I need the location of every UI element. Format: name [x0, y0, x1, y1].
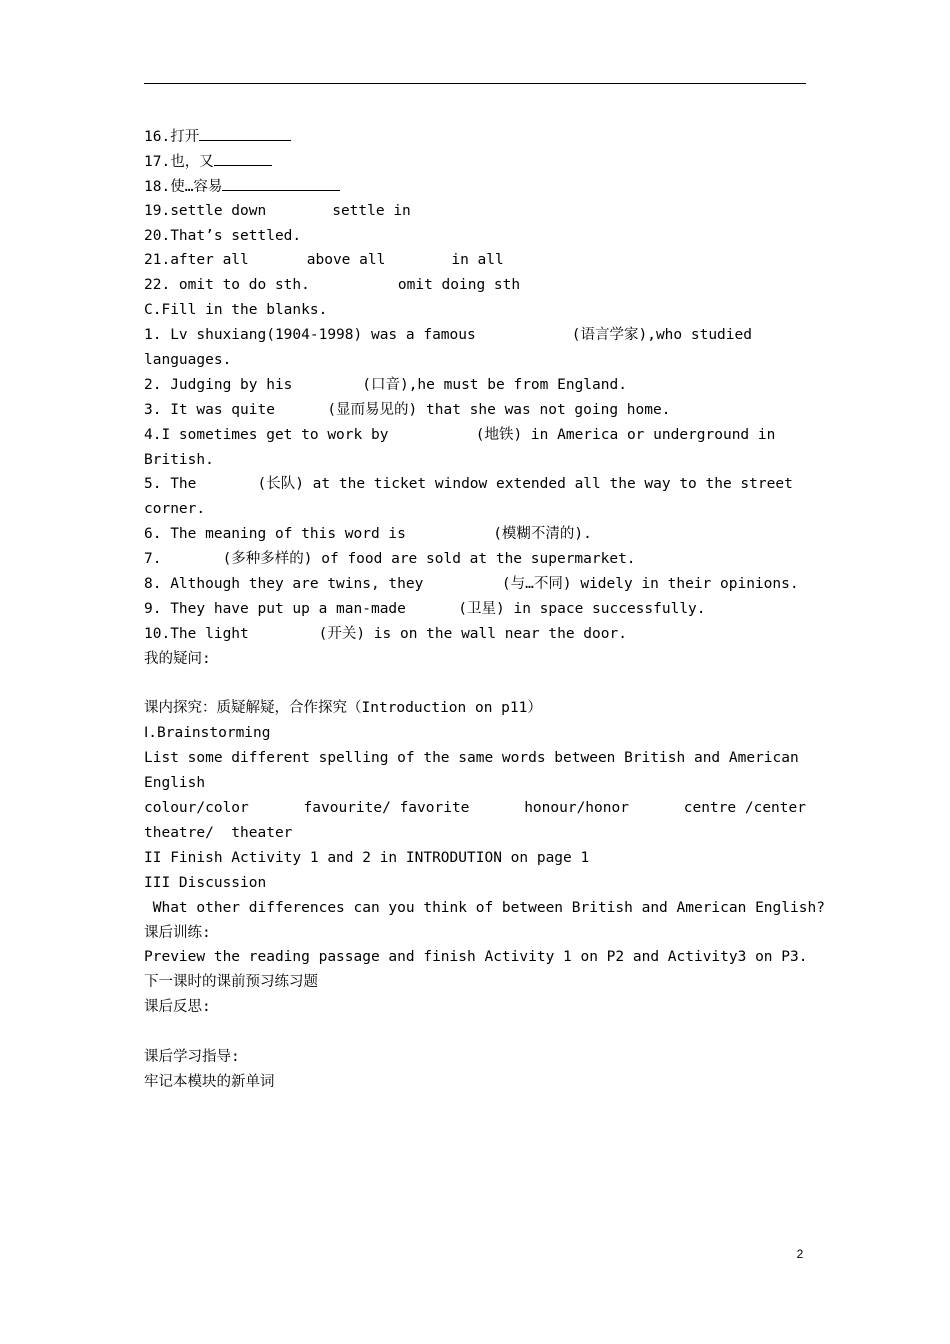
- vocab-item-16: 16.打开: [144, 124, 806, 149]
- spacer: [144, 672, 806, 697]
- blank-item-5: 5. The (长队) at the ticket window extended all the way to the street: [144, 476, 793, 493]
- memorize-note: 牢记本模块的新单词: [144, 1073, 275, 1090]
- vocab-item-20: 20.That’s settled.: [144, 227, 302, 244]
- blank-item-4-cont: British.: [144, 451, 214, 468]
- answer-blank: [214, 149, 272, 166]
- guidance-heading: 课后学习指导:: [144, 1048, 240, 1065]
- spelling-examples-cont: theatre/ theater: [144, 824, 293, 841]
- my-questions-heading: 我的疑问:: [144, 650, 211, 667]
- section-c-title: C.Fill in the blanks.: [144, 302, 328, 319]
- after-class-heading: 课后训练:: [144, 924, 211, 941]
- blank-item-8: 8. Although they are twins, they (与…不同) widely in their opinions.: [144, 576, 799, 593]
- answer-blank: [199, 124, 291, 141]
- spelling-pair: honour/honor: [524, 800, 629, 817]
- blank-item-1-cont: languages.: [144, 352, 232, 369]
- blank-item-7: 7. (多种多样的) of food are sold at the supermarket.: [144, 551, 636, 568]
- next-lesson-heading: 下一课时的课前预习练习题: [144, 974, 318, 991]
- vocab-item-19: 19.settle down settle in: [144, 202, 411, 219]
- spelling-examples: [144, 796, 806, 821]
- vocab-item-21: 21.after all above all in all: [144, 252, 504, 269]
- blank-item-5-cont: corner.: [144, 501, 206, 518]
- document-body: [144, 124, 825, 1095]
- preview-task: Preview the reading passage and finish Activity 1 on P2 and Activity3 on P3.: [144, 949, 808, 966]
- activity-iii: III Discussion: [144, 874, 267, 891]
- spelling-pair: centre /center: [683, 800, 806, 817]
- discussion-question: What other differences can you think of between British and American English?: [144, 899, 825, 916]
- spacer: [144, 1020, 806, 1045]
- blank-item-4: 4.I sometimes get to work by (地铁) in America or underground in: [144, 426, 776, 443]
- vocab-item-22: 22. omit to do sth. omit doing sth: [144, 277, 521, 294]
- blank-item-1: 1. Lv shuxiang(1904-1998) was a famous (语言学家),who studied: [144, 327, 752, 344]
- spelling-pair: favourite/ favorite: [303, 800, 470, 817]
- list-instruction: List some different spelling of the same words between British and American: [144, 750, 799, 767]
- blank-item-2: 2. Judging by his (口音),he must be from England.: [144, 376, 627, 393]
- spelling-pair: colour/color: [144, 800, 249, 817]
- blank-item-9: 9. They have put up a man-made (卫星) in space successfully.: [144, 600, 706, 617]
- brainstorm-heading: Ⅰ.Brainstorming: [144, 725, 271, 742]
- header-rule: [144, 83, 806, 84]
- blank-item-3: 3. It was quite (显而易见的) that she was not going home.: [144, 401, 671, 418]
- blank-item-6: 6. The meaning of this word is (模糊不清的).: [144, 526, 592, 543]
- activity-ii: II Finish Activity 1 and 2 in INTRODUTION on page 1: [144, 849, 590, 866]
- vocab-item-18: 18.使…容易: [144, 174, 806, 199]
- list-instruction-cont: English: [144, 775, 206, 792]
- page-number: 2: [796, 1247, 804, 1261]
- reflection-heading: 课后反思:: [144, 999, 211, 1016]
- blank-item-10: 10.The light (开关) is on the wall near the door.: [144, 625, 627, 642]
- vocab-item-17: 17.也，又: [144, 149, 806, 174]
- inclass-heading: 课内探究：质疑解疑，合作探究（Introduction on p11）: [144, 700, 542, 717]
- answer-blank: [222, 174, 340, 191]
